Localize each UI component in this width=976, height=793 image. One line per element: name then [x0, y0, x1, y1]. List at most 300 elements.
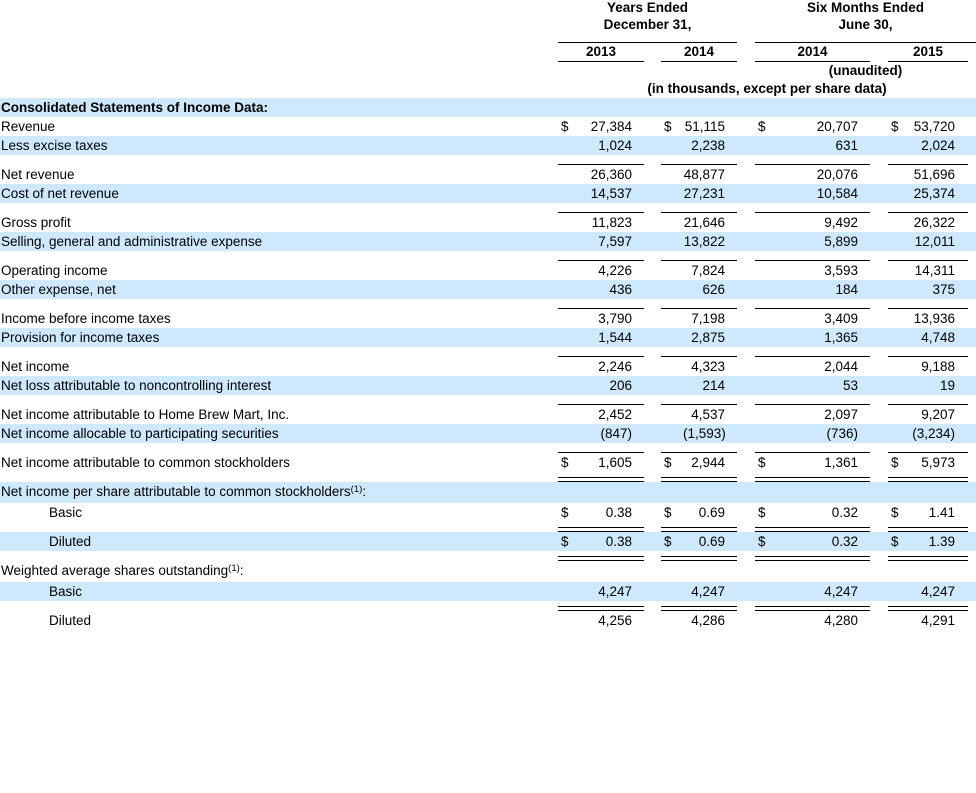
section-title-row: [0, 98, 976, 117]
cell-gap: [870, 503, 888, 522]
currency-blank: [888, 424, 910, 443]
row-label: Diluted: [49, 613, 92, 628]
cell-gap: [870, 184, 888, 203]
row-value: 2,452: [598, 407, 632, 422]
row-value: 27,231: [683, 184, 737, 203]
table-row: [0, 261, 976, 280]
row-value: 184: [777, 280, 870, 299]
table-row: [0, 280, 976, 299]
rule-col3: [755, 299, 870, 309]
currency-blank: [755, 582, 777, 601]
double-rule-col4: [888, 601, 968, 611]
header-unaudited-note: (unaudited): [828, 63, 903, 78]
row-value: 1,605: [598, 455, 632, 470]
header-unaudited-row: [0, 62, 976, 81]
currency-symbol: $: [664, 455, 672, 470]
cell-gap: [870, 136, 888, 155]
row-value: 11,823: [591, 215, 632, 230]
header-spacer-4: [0, 62, 558, 81]
table-row: [0, 376, 976, 395]
cell-gap: [968, 280, 976, 299]
subheading-label: Weighted average shares outstanding: [1, 563, 229, 578]
cell-gap: [968, 532, 976, 551]
cell-gap: [737, 453, 755, 472]
header-group1-line2: [558, 16, 737, 33]
rule-gap: [737, 601, 755, 611]
rule-col1: [558, 155, 644, 165]
rule-gap: [870, 347, 888, 357]
row-value: 4,247: [777, 582, 870, 601]
cell-gap: [968, 611, 976, 630]
header-unaudited-blank: [558, 62, 755, 81]
row-value: 10,584: [777, 184, 870, 203]
cell-gap: [870, 309, 888, 328]
rule-blank: [0, 299, 558, 309]
row-value: 2,044: [824, 359, 859, 374]
rule-gap: [737, 347, 755, 357]
row-label: Cost of net revenue: [0, 184, 558, 203]
cell-gap: [968, 309, 976, 328]
currency-blank: [661, 184, 683, 203]
currency-blank: [755, 232, 777, 251]
cell-gap: [644, 309, 661, 328]
row-value: 0.32: [777, 532, 870, 551]
currency-blank: [661, 280, 683, 299]
currency-blank: [888, 376, 910, 395]
rule-gap: [644, 347, 661, 357]
row-value: 27,384: [590, 119, 632, 134]
cell-gap: [644, 582, 661, 601]
rule-blank: [0, 155, 558, 165]
currency-blank: [755, 424, 777, 443]
rule-gap: [870, 395, 888, 405]
rule-col3: [755, 155, 870, 165]
currency-blank: [661, 376, 683, 395]
row-value: 4,247: [580, 582, 644, 601]
row-value: (1,593): [683, 424, 737, 443]
currency-blank: [558, 376, 580, 395]
row-value: 375: [910, 280, 968, 299]
cell-gap: [644, 261, 661, 280]
rule-gap: [870, 522, 888, 532]
cell-gap: [870, 261, 888, 280]
row-label: Net income attributable to Home Brew Mart, Inc.: [1, 407, 290, 422]
rule-gap: [644, 251, 661, 261]
cell-gap: [644, 117, 661, 136]
footnote-marker: (1): [228, 563, 240, 574]
double-rule-col2: [661, 522, 737, 532]
row-value: 0.32: [831, 505, 859, 520]
rule-gap: [644, 551, 661, 561]
subtotal-rule-row: [0, 347, 976, 357]
rule-col2: [661, 443, 737, 453]
cell-gap: [644, 280, 661, 299]
header-group-subtitle-row: [0, 16, 976, 33]
cell-gap: [737, 532, 755, 551]
cell-gap: [968, 117, 976, 136]
rule-gap: [870, 251, 888, 261]
row-value: 26,360: [590, 167, 632, 182]
rule-blank: [0, 395, 558, 405]
row-value: (847): [580, 424, 644, 443]
currency-blank: [755, 328, 777, 347]
rule-col4: [888, 443, 968, 453]
row-label: Selling, general and administrative expense: [0, 232, 558, 251]
row-value: 3,409: [824, 311, 859, 326]
rule-col1: [558, 299, 644, 309]
rule-gap: [644, 472, 661, 482]
currency-blank: [888, 232, 910, 251]
double-rule-col3: [755, 472, 870, 482]
cell-gap: [737, 376, 755, 395]
rule-blank: [0, 203, 558, 213]
header-group-title-row: [0, 0, 976, 16]
currency-blank: [888, 165, 910, 184]
cell-gap: [870, 232, 888, 251]
rule-gap: [644, 395, 661, 405]
rule-gap: [968, 601, 976, 611]
double-rule-col1: [558, 601, 644, 611]
cell-gap: [968, 376, 976, 395]
currency-blank: [888, 309, 910, 328]
total-double-rule-row: [0, 601, 976, 611]
row-value: 1,361: [824, 455, 859, 470]
cell-gap: [737, 611, 755, 630]
table-row: [0, 424, 976, 443]
currency-blank: [888, 136, 910, 155]
rule-gap: [644, 203, 661, 213]
subheading-row: [0, 482, 976, 503]
double-rule-col2: [661, 472, 737, 482]
currency-symbol: $: [558, 532, 580, 551]
row-value: 26,322: [913, 215, 956, 230]
currency-blank: [661, 309, 683, 328]
currency-blank: [661, 165, 683, 184]
header-spacer-5: [0, 80, 558, 98]
rule-blank: [0, 472, 558, 482]
rule-gap: [737, 551, 755, 561]
row-value: 25,374: [910, 184, 968, 203]
row-value: 1,544: [580, 328, 644, 347]
currency-blank: [661, 424, 683, 443]
header-spacer-2: [0, 16, 558, 33]
row-value: 53,720: [913, 119, 956, 134]
header-year-2013: 2013: [558, 43, 644, 62]
rule-col1: [558, 347, 644, 357]
row-value: 0.38: [580, 532, 644, 551]
rule-col1: [558, 251, 644, 261]
cell-gap: [644, 611, 661, 630]
cell-gap: [968, 165, 976, 184]
table-row: [0, 532, 976, 551]
cell-gap: [870, 611, 888, 630]
cell-gap: [737, 136, 755, 155]
cell-gap: [870, 280, 888, 299]
cell-gap: [644, 424, 661, 443]
rule-col4: [888, 155, 968, 165]
rule-gap: [968, 472, 976, 482]
cell-gap: [870, 453, 888, 472]
rule-gap: [968, 155, 976, 165]
row-value: 7,198: [691, 311, 726, 326]
currency-symbol: $: [664, 119, 672, 134]
currency-blank: [661, 232, 683, 251]
rule-col4: [888, 203, 968, 213]
row-label: Net revenue: [1, 167, 75, 182]
row-label: Revenue: [1, 119, 56, 134]
cell-gap: [737, 184, 755, 203]
rule-gap: [870, 601, 888, 611]
currency-blank: [558, 357, 580, 376]
subheading-suffix: :: [239, 563, 244, 578]
cell-gap: [870, 328, 888, 347]
currency-blank: [888, 357, 910, 376]
row-value: 12,011: [910, 232, 968, 251]
double-rule-col2: [661, 601, 737, 611]
currency-blank: [661, 611, 683, 630]
row-value: 631: [777, 136, 870, 155]
header-group-rule-row: [0, 33, 976, 43]
row-value: 13,936: [913, 311, 956, 326]
rule-col2: [661, 395, 737, 405]
cell-gap: [968, 503, 976, 522]
currency-blank: [558, 309, 580, 328]
total-double-rule-row: [0, 551, 976, 561]
cell-gap: [644, 376, 661, 395]
row-value: 13,822: [683, 232, 737, 251]
row-label: Operating income: [1, 263, 108, 278]
header-spacer: [0, 0, 558, 16]
rule-col4: [888, 395, 968, 405]
header-group2-line2-text: June 30,: [838, 17, 893, 32]
double-rule-col3: [755, 601, 870, 611]
rule-col4: [888, 251, 968, 261]
rule-blank: [0, 601, 558, 611]
currency-blank: [888, 280, 910, 299]
rule-gap: [737, 203, 755, 213]
rule-col4: [888, 347, 968, 357]
header-year-row: [0, 43, 976, 62]
rule-blank: [0, 347, 558, 357]
double-rule-col1: [558, 522, 644, 532]
double-rule-col4: [888, 522, 968, 532]
header-year-gap-3: [870, 43, 888, 62]
rule-col3: [755, 347, 870, 357]
cell-gap: [737, 261, 755, 280]
cell-gap: [737, 309, 755, 328]
header-group1-line1: Years Ended: [606, 0, 689, 15]
total-double-rule-row: [0, 472, 976, 482]
row-label: Other expense, net: [0, 280, 558, 299]
table-row: [0, 453, 976, 472]
header-units-row: [0, 80, 976, 98]
rule-gap: [968, 395, 976, 405]
cell-gap: [644, 532, 661, 551]
subtotal-rule-row: [0, 155, 976, 165]
currency-blank: [755, 357, 777, 376]
header-year-gap-4: [968, 43, 976, 62]
double-rule-col2: [661, 551, 737, 561]
currency-blank: [558, 184, 580, 203]
currency-blank: [888, 611, 910, 630]
table-row: [0, 503, 976, 522]
table-row: [0, 357, 976, 376]
row-value: 51,115: [684, 119, 726, 134]
currency-symbol: $: [758, 505, 766, 520]
cell-gap: [968, 136, 976, 155]
subtotal-rule-row: [0, 203, 976, 213]
currency-symbol: $: [755, 532, 777, 551]
rule-col3: [755, 203, 870, 213]
currency-blank: [755, 309, 777, 328]
double-rule-col3: [755, 551, 870, 561]
cell-gap: [870, 117, 888, 136]
row-label: Net income: [1, 359, 70, 374]
cell-gap: [968, 261, 976, 280]
row-value: 4,323: [691, 359, 726, 374]
cell-gap: [870, 376, 888, 395]
rule-gap: [737, 522, 755, 532]
row-value: 2,875: [683, 328, 737, 347]
row-value: 206: [580, 376, 644, 395]
cell-gap: [737, 503, 755, 522]
cell-gap: [737, 582, 755, 601]
table-row: [0, 582, 976, 601]
rule-col2: [661, 155, 737, 165]
rule-col2: [661, 203, 737, 213]
rule-gap: [644, 522, 661, 532]
currency-blank: [661, 261, 683, 280]
row-label: Income before income taxes: [1, 311, 171, 326]
row-value: 51,696: [913, 167, 956, 182]
cell-gap: [737, 232, 755, 251]
row-value: (736): [777, 424, 870, 443]
double-rule-col4: [888, 551, 968, 561]
rule-gap: [737, 443, 755, 453]
subtotal-rule-row: [0, 443, 976, 453]
currency-blank: [558, 424, 580, 443]
cell-gap: [644, 357, 661, 376]
cell-gap: [737, 405, 755, 424]
cell-gap: [644, 136, 661, 155]
subtotal-rule-row: [0, 299, 976, 309]
cell-gap: [644, 453, 661, 472]
row-value: 0.69: [683, 532, 737, 551]
cell-gap: [870, 165, 888, 184]
currency-blank: [661, 136, 683, 155]
rule-gap: [737, 299, 755, 309]
cell-gap: [644, 184, 661, 203]
table-row: [0, 117, 976, 136]
rule-gap: [737, 251, 755, 261]
cell-gap: [870, 405, 888, 424]
table-row: [0, 405, 976, 424]
row-label: Provision for income taxes: [0, 328, 558, 347]
cell-gap: [737, 424, 755, 443]
cell-gap: [644, 503, 661, 522]
row-value: 48,877: [683, 167, 726, 182]
row-value: 2,024: [910, 136, 968, 155]
table-row: [0, 136, 976, 155]
subheading-row: [0, 561, 976, 582]
rule-gap: [870, 551, 888, 561]
rule-col1: [558, 443, 644, 453]
row-value: 0.38: [605, 505, 632, 520]
row-value: 3,593: [824, 263, 859, 278]
currency-symbol: $: [661, 532, 683, 551]
row-value: 9,492: [824, 215, 859, 230]
currency-symbol: $: [888, 532, 910, 551]
row-label: Net loss attributable to noncontrolling interest: [0, 376, 558, 395]
rule-blank: [0, 443, 558, 453]
header-group2-line2: [755, 16, 976, 33]
row-value: 9,207: [921, 407, 956, 422]
row-value: 0.69: [698, 505, 726, 520]
cell-gap: [870, 357, 888, 376]
rule-col2: [661, 251, 737, 261]
currency-blank: [558, 582, 580, 601]
currency-blank: [558, 136, 580, 155]
cell-gap: [870, 424, 888, 443]
subheading-weighted-shares: [0, 561, 976, 582]
rule-gap: [870, 203, 888, 213]
rule-gap: [644, 299, 661, 309]
table-row: [0, 232, 976, 251]
cell-gap: [737, 165, 755, 184]
rule-gap: [870, 155, 888, 165]
currency-blank: [755, 136, 777, 155]
row-value: 7,824: [691, 263, 726, 278]
currency-symbol: $: [758, 119, 766, 134]
rule-col4: [888, 299, 968, 309]
cell-gap: [737, 280, 755, 299]
rule-gap: [870, 299, 888, 309]
rule-gap: [968, 522, 976, 532]
cell-gap: [870, 213, 888, 232]
cell-gap: [870, 582, 888, 601]
table-row: [0, 165, 976, 184]
header-spacer-3: [0, 43, 558, 62]
rule-col3: [755, 443, 870, 453]
total-double-rule-row: [0, 522, 976, 532]
cell-gap: [968, 213, 976, 232]
cell-gap: [737, 357, 755, 376]
currency-blank: [755, 280, 777, 299]
currency-blank: [558, 328, 580, 347]
header-year-2014-interim: 2014: [755, 43, 870, 62]
cell-gap: [644, 405, 661, 424]
row-label: Net income attributable to common stockholders: [1, 455, 290, 470]
rule-gap: [644, 155, 661, 165]
row-value: 436: [580, 280, 644, 299]
rule-blank: [0, 251, 558, 261]
currency-blank: [888, 582, 910, 601]
row-value: 4,537: [691, 407, 726, 422]
row-value: 7,597: [580, 232, 644, 251]
double-rule-col1: [558, 551, 644, 561]
header-spacer-mid-2: [737, 16, 755, 33]
cell-gap: [968, 582, 976, 601]
row-value: 3,790: [598, 311, 632, 326]
row-value: 2,238: [683, 136, 737, 155]
rule-gap: [968, 299, 976, 309]
row-value: 4,748: [910, 328, 968, 347]
currency-blank: [888, 405, 910, 424]
currency-blank: [661, 357, 683, 376]
currency-blank: [755, 184, 777, 203]
header-group2-line1: Six Months Ended: [807, 0, 925, 15]
header-year-2014-annual: 2014: [661, 43, 737, 62]
